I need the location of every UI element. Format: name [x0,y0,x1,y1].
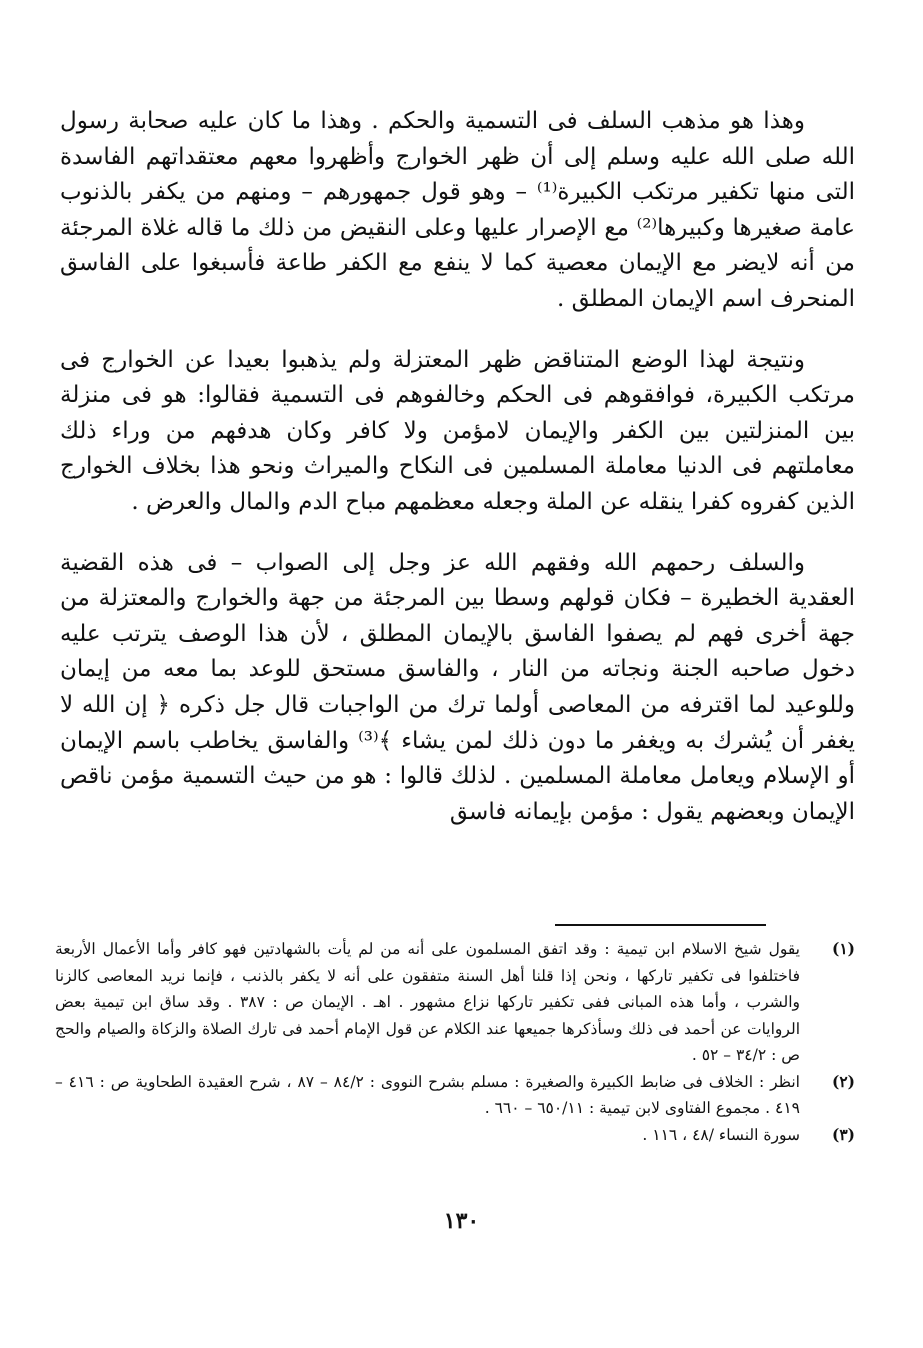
footnote-1 [55,936,855,1069]
paragraph-1: وهذا هو مذهب السلف فى التسمية والحكم . وهذا ما كان عليه صحابة رسول الله صلى الله عليه وسلم إلى أن ظهر الخوارج وأظهروا معهم معتقداتهم الفاسدة التى منها تكفير مرتكب الكبيرة⁽¹⁾ – وهو قول جمهورهم – ومنهم من يكفر بالذنوب عامة صغيرها وكبيرها⁽²⁾ مع الإصرار عليها وعلى النقيض من ذلك ما قاله غلاة المرجئة من أنه لايضر مع الإيمان معصية كما لا ينفع مع الكفر طاعة فأسبغوا على الفاسق المنحرف اسم الإيمان المطلق . [60,108,856,312]
paragraph-3: والسلف رحمهم الله وفقهم الله عز وجل إلى الصواب – فى هذه القضية العقدية الخطيرة – فكان قولهم وسطا بين المرجئة من جهة والخوارج والمعتزلة من جهة أخرى فهم لم يصفوا الفاسق بالإيمان المطلق ، لأن هذا الوصف يترتب عليه دخول صاحبه الجنة ونجاته من النار ، والفاسق مستحق للوعد بما معه من إيمان وللوعيد لما اقترفه من المعاصى أولما ترك من الواجبات قال جل ذكره ﴿ إن الله لا يغفر أن يُشرك به ويغفر ما دون ذلك لمن يشاء ﴾⁽³⁾ والفاسق يخاطب باسم الإيمان أو الإسلام ويعامل معاملة المسلمين . لذلك قالوا : هو من حيث التسمية مؤمن ناقص الإيمان وبعضهم يقول : مؤمن بإيمانه فاسق [60,549,855,825]
page-number: ١٣٠ [443,1208,480,1234]
footnote-number: (١) [831,939,855,958]
footnotes [55,936,855,1148]
footnote-3 [55,1122,855,1149]
main-text [60,104,855,830]
footnote-text: انظر : الخلاف فى ضابط الكبيرة والصغيرة : مسلم بشرح النووى : ٨٤/٢ – ٨٧ ، شرح العقيدة الطحاوية ص : ٤١٦ – ٤١٩ . مجموع الفتاوى لابن تيمية : ٦٥٠/١١ – ٦٦٠ . [55,1072,800,1117]
footnote-text: سورة النساء /٤٨ ، ١١٦ . [642,1125,800,1144]
footnote-number: (٣) [831,1124,855,1144]
footnote-text: يقول شيخ الاسلام ابن تيمية : وقد اتفق المسلمون على أنه من لم يأت بالشهادتين فهو كافر وأما الأعمال الأربعة فاختلفوا فى تكفير تاركها ، ونحن إذا قلنا أهل السنة متفقون على أنه لا يكفر بالذنب ، فإنما نريد المعاصى كالزنا والشرب ، وأما هذه المبانى ففى تكفير تاركها نزاع مشهور . اهـ . الإيمان ص : ٣٨٧ . وقد ساق ابن تيمية بعض الروايات عن أحمد فى ذلك وسأذكرها جميعها عند الكلام عن قول الإمام أحمد فى تارك الصلاة والزكاة والصيام والحج ص : ٣٤/٢ – ٥٢ . [55,940,800,1064]
paragraph-2: ونتيجة لهذا الوضع المتناقض ظهر المعتزلة ولم يذهبوا بعيدا عن الخوارج فى مرتكب الكبيرة، فوافقوهم فى الحكم وخالفوهم فى التسمية فقالوا: هو فى منزلة بين المنزلتين بين الكفر والإيمان لامؤمن ولا كافر وكان هدفهم من وراء ذلك معاملتهم فى الدنيا معاملة المسلمين فى النكاح والميراث ونحو هذا بخلاف الخوارج الذين كفروه كفرا ينقله عن الملة وجعله معظمهم مباح الدم والمال والعرض . [60,346,855,515]
footnote-number: (٢) [831,1071,855,1091]
footnote-2 [55,1069,855,1122]
footnote-separator [555,924,766,926]
